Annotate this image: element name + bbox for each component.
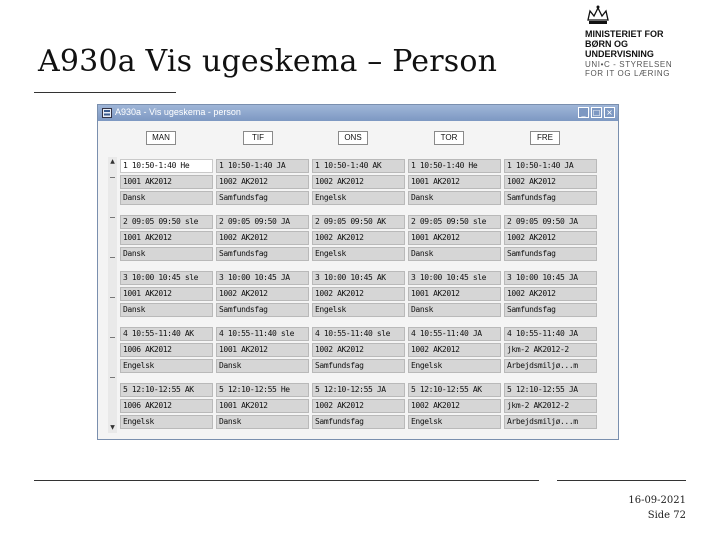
schedule-cell-time[interactable]: 2 09:05 09:50 JA	[504, 215, 597, 229]
schedule-cell-subject[interactable]: Samfundsfag	[216, 303, 309, 317]
window-titlebar[interactable]	[98, 105, 618, 121]
schedule-cell-subject[interactable]: Engelsk	[120, 415, 213, 429]
schedule-cell-group[interactable]: 1001 AK2012	[408, 175, 501, 189]
scroll-up-icon[interactable]: ▲	[110, 158, 115, 165]
schedule-cell-group[interactable]: 1002 AK2012	[312, 175, 405, 189]
schedule-cell-group[interactable]: 1002 AK2012	[312, 231, 405, 245]
schedule-cell-group[interactable]: 1002 AK2012	[216, 287, 309, 301]
title-underline	[34, 92, 176, 93]
crown-icon	[585, 4, 611, 26]
logo-line-3: UNDERVISNING	[585, 49, 654, 59]
schedule-cell-group[interactable]: 1002 AK2012	[312, 399, 405, 413]
schedule-cell-group[interactable]: 1002 AK2012	[504, 287, 597, 301]
schedule-cell-time[interactable]: 3 10:00 10:45 sle	[408, 271, 501, 285]
logo-line-2: BØRN OG	[585, 39, 629, 49]
schedule-cell-group[interactable]: 1002 AK2012	[504, 231, 597, 245]
schedule-window	[97, 104, 619, 440]
scroll-tick	[110, 297, 115, 298]
schedule-cell-subject[interactable]: Samfundsfag	[504, 247, 597, 261]
schedule-cell-time[interactable]: 3 10:00 10:45 AK	[312, 271, 405, 285]
schedule-cell-subject[interactable]: Engelsk	[408, 359, 501, 373]
schedule-cell-group[interactable]: 1002 AK2012	[408, 343, 501, 357]
scroll-tick	[110, 257, 115, 258]
schedule-cell-time[interactable]: 2 09:05 09:50 JA	[216, 215, 309, 229]
schedule-cell-group[interactable]: 1001 AK2012	[408, 231, 501, 245]
scroll-tick	[110, 217, 115, 218]
scroll-tick	[110, 337, 115, 338]
day-button-man[interactable]: MAN	[146, 131, 176, 145]
schedule-cell-time[interactable]: 5 12:10-12:55 AK	[408, 383, 501, 397]
window-title: A930a - Vis ugeskema - person	[115, 107, 241, 117]
schedule-cell-time[interactable]: 4 10:55-11:40 sle	[216, 327, 309, 341]
logo-line-5: FOR IT OG LÆRING	[585, 69, 671, 78]
schedule-cell-group[interactable]: 1002 AK2012	[504, 175, 597, 189]
app-icon	[102, 108, 112, 118]
scroll-down-icon[interactable]: ▼	[110, 424, 115, 431]
schedule-cell-time[interactable]: 3 10:00 10:45 JA	[216, 271, 309, 285]
schedule-cell-group[interactable]: 1001 AK2012	[216, 343, 309, 357]
schedule-cell-subject[interactable]: Dansk	[120, 247, 213, 261]
schedule-cell-group[interactable]: 1002 AK2012	[408, 399, 501, 413]
schedule-cell-group[interactable]: 1002 AK2012	[216, 231, 309, 245]
schedule-cell-group[interactable]: jkm-2 AK2012-2	[504, 343, 597, 357]
schedule-cell-subject[interactable]: Dansk	[408, 247, 501, 261]
footer-rule-left	[34, 480, 539, 481]
schedule-cell-group[interactable]: jkm-2 AK2012-2	[504, 399, 597, 413]
schedule-cell-group[interactable]: 1006 AK2012	[120, 343, 213, 357]
day-button-ons[interactable]: ONS	[338, 131, 368, 145]
schedule-cell-subject[interactable]: Dansk	[120, 191, 213, 205]
day-button-tor[interactable]: TOR	[434, 131, 464, 145]
close-button[interactable]: ×	[604, 107, 615, 118]
schedule-cell-time[interactable]: 3 10:00 10:45 sle	[120, 271, 213, 285]
schedule-cell-time[interactable]: 4 10:55-11:40 AK	[120, 327, 213, 341]
schedule-cell-group[interactable]: 1002 AK2012	[216, 175, 309, 189]
schedule-cell-subject[interactable]: Engelsk	[312, 303, 405, 317]
footer-date: 16-09-2021	[628, 495, 686, 506]
schedule-cell-subject[interactable]: Arbejdsmiljø...m	[504, 359, 597, 373]
slide-title: A930a Vis ugeskema – Person	[38, 44, 498, 79]
schedule-cell-subject[interactable]: Dansk	[120, 303, 213, 317]
schedule-cell-time[interactable]: 5 12:10-12:55 JA	[312, 383, 405, 397]
schedule-cell-subject[interactable]: Engelsk	[312, 247, 405, 261]
schedule-cell-group[interactable]: 1001 AK2012	[120, 231, 213, 245]
footer-page-number: Side 72	[647, 510, 686, 521]
schedule-cell-subject[interactable]: Dansk	[408, 191, 501, 205]
schedule-cell-time[interactable]: 1 10:50-1:40 He	[408, 159, 501, 173]
schedule-cell-subject[interactable]: Samfundsfag	[504, 191, 597, 205]
schedule-cell-subject[interactable]: Samfundsfag	[312, 415, 405, 429]
schedule-cell-time[interactable]: 3 10:00 10:45 JA	[504, 271, 597, 285]
minimize-button[interactable]: _	[578, 107, 589, 118]
schedule-cell-time[interactable]: 1 10:50-1:40 AK	[312, 159, 405, 173]
schedule-cell-time[interactable]: 4 10:55-11:40 sle	[312, 327, 405, 341]
scroll-tick	[110, 377, 115, 378]
schedule-cell-subject[interactable]: Samfundsfag	[312, 359, 405, 373]
schedule-cell-group[interactable]: 1002 AK2012	[312, 287, 405, 301]
schedule-cell-group[interactable]: 1006 AK2012	[120, 399, 213, 413]
schedule-cell-time[interactable]: 1 10:50-1:40 JA	[504, 159, 597, 173]
maximize-button[interactable]: □	[592, 108, 601, 117]
scroll-tick	[110, 177, 115, 178]
ministry-logo	[585, 4, 715, 84]
schedule-cell-subject[interactable]: Samfundsfag	[216, 191, 309, 205]
schedule-cell-subject[interactable]: Arbejdsmiljø...m	[504, 415, 597, 429]
schedule-cell-time[interactable]: 2 09:05 09:50 AK	[312, 215, 405, 229]
vertical-scrollbar[interactable]	[108, 157, 117, 433]
schedule-cell-subject[interactable]: Engelsk	[408, 415, 501, 429]
schedule-cell-subject[interactable]: Engelsk	[312, 191, 405, 205]
day-button-fre[interactable]: FRE	[530, 131, 560, 145]
footer-rule-right	[557, 480, 686, 481]
schedule-cell-group[interactable]: 1001 AK2012	[408, 287, 501, 301]
schedule-cell-time[interactable]: 5 12:10-12:55 JA	[504, 383, 597, 397]
logo-line-4: UNI•C - STYRELSEN	[585, 60, 673, 69]
schedule-cell-time[interactable]: 2 09:05 09:50 sle	[408, 215, 501, 229]
schedule-cell-subject[interactable]: Dansk	[216, 359, 309, 373]
schedule-cell-time[interactable]: 1 10:50-1:40 He	[120, 159, 213, 173]
schedule-cell-group[interactable]: 1001 AK2012	[120, 175, 213, 189]
logo-line-1: MINISTERIET FOR	[585, 29, 664, 39]
schedule-cell-subject[interactable]: Samfundsfag	[216, 247, 309, 261]
schedule-cell-time[interactable]: 2 09:05 09:50 sle	[120, 215, 213, 229]
schedule-cell-subject[interactable]: Samfundsfag	[504, 303, 597, 317]
schedule-cell-time[interactable]: 5 12:10-12:55 AK	[120, 383, 213, 397]
schedule-cell-group[interactable]: 1002 AK2012	[312, 343, 405, 357]
schedule-cell-subject[interactable]: Dansk	[408, 303, 501, 317]
schedule-cell-group[interactable]: 1001 AK2012	[216, 399, 309, 413]
schedule-cell-time[interactable]: 4 10:55-11:40 JA	[408, 327, 501, 341]
schedule-cell-time[interactable]: 1 10:50-1:40 JA	[216, 159, 309, 173]
schedule-cell-time[interactable]: 4 10:55-11:40 JA	[504, 327, 597, 341]
schedule-cell-subject[interactable]: Dansk	[216, 415, 309, 429]
schedule-cell-group[interactable]: 1001 AK2012	[120, 287, 213, 301]
day-button-tif[interactable]: TIF	[243, 131, 273, 145]
schedule-cell-subject[interactable]: Engelsk	[120, 359, 213, 373]
schedule-cell-time[interactable]: 5 12:10-12:55 He	[216, 383, 309, 397]
